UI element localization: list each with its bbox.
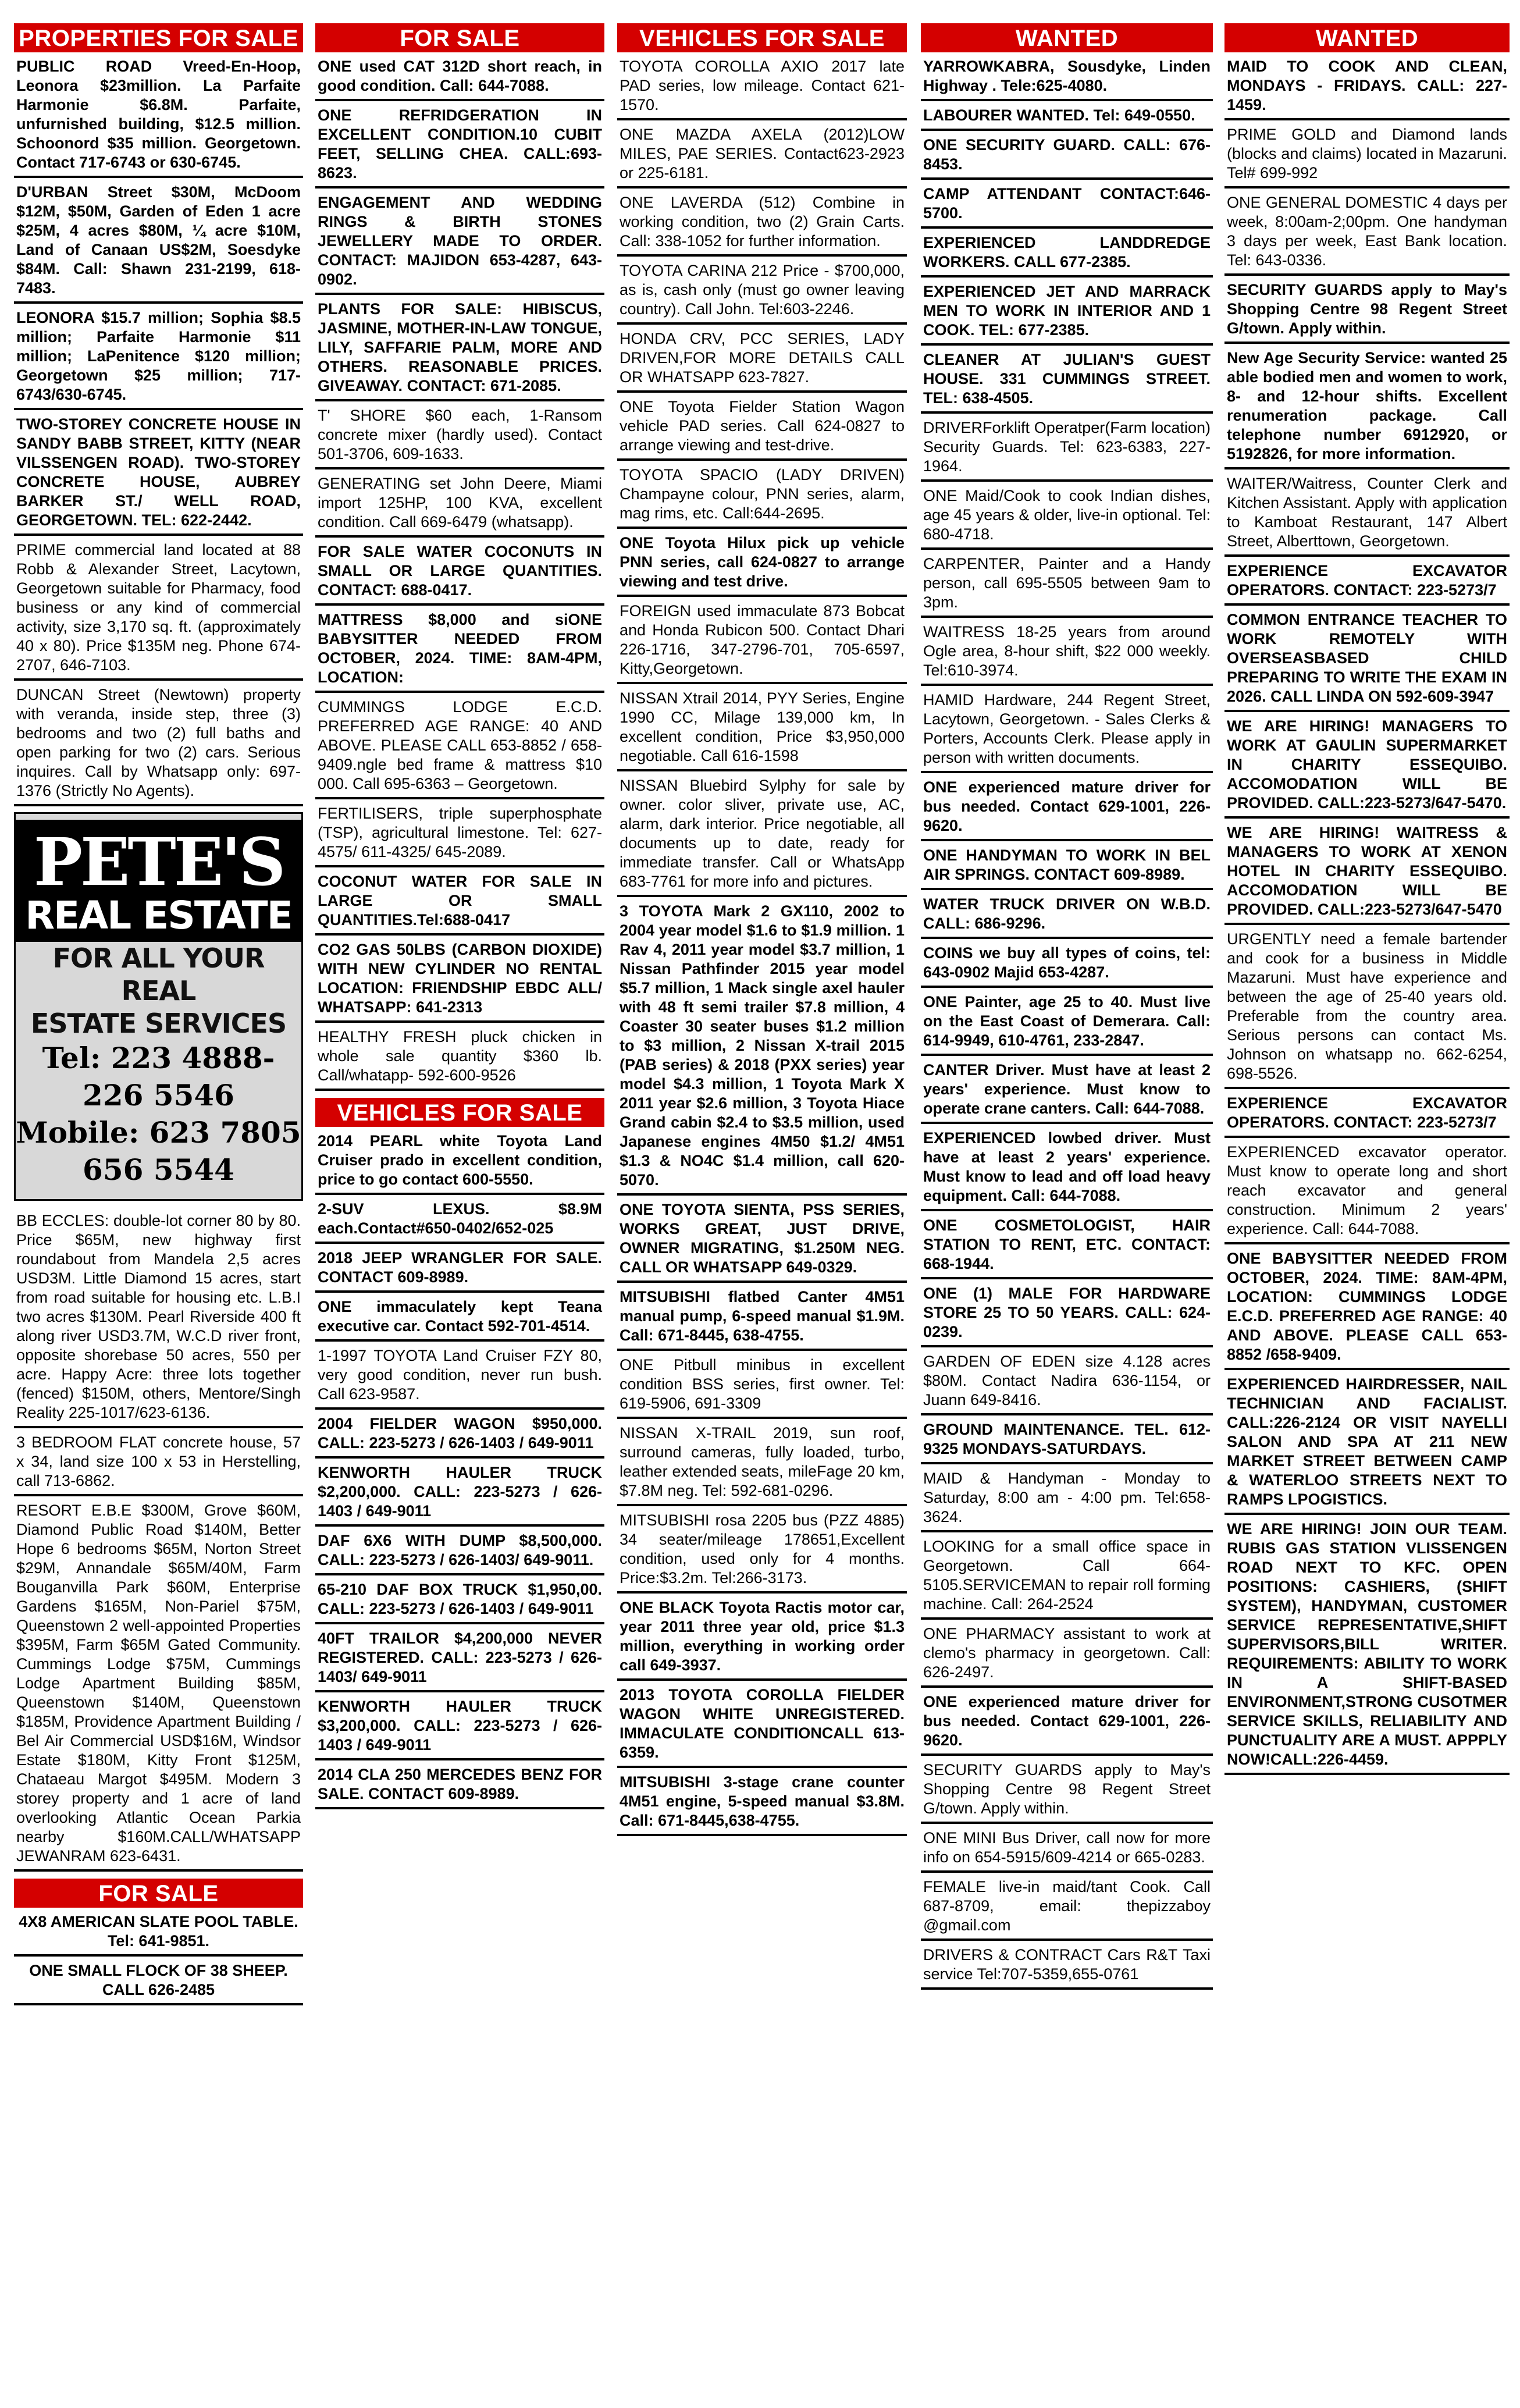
logo-tagline: FOR ALL YOUR REAL xyxy=(52,942,265,1006)
classified-ad: GENERATING set John Deere, Miami import 125HP, 100 KVA, excellent condition. Call 669-6479 (whatsapp). xyxy=(315,469,604,538)
column-wanted-1 xyxy=(921,23,1213,1990)
classified-ad: ONE HANDYMAN TO WORK IN BEL AIR SPRINGS. CONTACT 609-8989. xyxy=(921,841,1213,890)
classified-ad: ONE REFRIDGERATION IN EXCELLENT CONDITION.10 CUBIT FEET, SELLING CHEA. CALL:693-8623. xyxy=(315,101,604,188)
classified-ad: NISSAN Bluebird Sylphy for sale by owner. color sliver, private use, AC, alarm, dark interior. Price negotiable, all documents up to date, ready for immediate transfer. Call or WhatsApp 683-7761 for more info and pictures. xyxy=(617,771,907,897)
classified-ad: ONE BLACK Toyota Ractis motor car, year 2011 three year old, price $1.3 million, everything in working order call 649-3937. xyxy=(617,1594,907,1681)
classified-ad: PUBLIC ROAD Vreed-En-Hoop, Leonora $23million. La Parfaite Harmonie $6.8M. Parfaite, unfurnished building, $12.5 million. Schoonord $35 million. Georgetown. Contact 717-6743 or 630-6745. xyxy=(14,52,303,178)
classified-ad: NISSAN Xtrail 2014, PYY Series, Engine 1990 CC, Milage 139,000 km, In excellent condition, Price $3,950,000 negotiable. Call 616-1598 xyxy=(617,684,907,771)
logo-subtitle: REAL ESTATE xyxy=(25,893,292,938)
classified-ad: MATTRESS $8,000 and siONE BABYSITTER NEEDED FROM OCTOBER, 2024. TIME: 8AM-4PM, LOCATION: xyxy=(315,606,604,693)
classified-ad: PRIME GOLD and Diamond lands (blocks and claims) located in Mazaruni. Tel# 699-992 xyxy=(1224,120,1510,188)
logo-mark xyxy=(16,820,301,942)
classified-ad: ONE (1) MALE FOR HARDWARE STORE 25 TO 50 YEARS. CALL: 624-0239. xyxy=(921,1279,1213,1347)
classified-ad: EXPERIENCE EXCAVATOR OPERATORS. CONTACT: 223-5273/7 xyxy=(1224,557,1510,606)
classified-ad: MAID TO COOK AND CLEAN, MONDAYS - FRIDAYS. CALL: 227-1459. xyxy=(1224,52,1510,120)
classified-ad: ONE GENERAL DOMESTIC 4 days per week, 8:00am-2;00pm. One handyman 3 days per week, East Bank location. Tel: 643-0336. xyxy=(1224,188,1510,276)
classified-ad: ENGAGEMENT AND WEDDING RINGS & BIRTH STONES JEWELLERY MADE TO ORDER. CONTACT: MAJIDON 653-4287, 643-0902. xyxy=(315,188,604,295)
classified-ad: 2014 PEARL white Toyota Land Cruiser prado in excellent condition, price to go contact 600-5550. xyxy=(315,1127,604,1195)
classified-ad: CUMMINGS LODGE E.C.D. PREFERRED AGE RANGE: 40 AND ABOVE. PLEASE CALL 653-8852 / 658-9409.ngle bed frame & mattress $10 000. Call 695-6363 – Georgetown. xyxy=(315,693,604,799)
classified-ad: TOYOTA CARINA 212 Price - $700,000, as is, cash only (must go owner leaving country). Call John. Tel:603-2246. xyxy=(617,257,907,325)
classified-ad: TOYOTA SPACIO (LADY DRIVEN) Champayne colour, PNN series, alarm, mag rims, etc. Call:644-2695. xyxy=(617,461,907,529)
classified-ad: 2013 TOYOTA COROLLA FIELDER WAGON WHITE UNREGISTERED. IMMACULATE CONDITIONCALL 613-6359. xyxy=(617,1681,907,1768)
classified-ad: PLANTS FOR SALE: HIBISCUS, JASMINE, MOTHER-IN-LAW TONGUE, LILY, SAFFARIE PALM, MORE AND OTHERS. REASONABLE PRICES. GIVEAWAY. CONTACT: 671-2085. xyxy=(315,295,604,401)
classified-ad: ONE COSMETOLOGIST, HAIR STATION TO RENT, ETC. CONTACT: 668-1944. xyxy=(921,1211,1213,1279)
classified-ad: ONE Pitbull minibus in excellent condition BSS series, first owner. Tel: 619-5906, 691-3309 xyxy=(617,1351,907,1419)
classified-ad: WAITER/Waitress, Counter Clerk and Kitchen Assistant. Apply with application to Kamboat Restaurant, 147 Albert Street, Alberttown, Georgetown. xyxy=(1224,469,1510,557)
classified-ad: ONE experienced mature driver for bus needed. Contact 629-1001, 226-9620. xyxy=(921,1688,1213,1756)
section-header-properties: PROPERTIES FOR SALE xyxy=(14,23,303,52)
classified-ad: 65-210 DAF BOX TRUCK $1,950,00. CALL: 223-5273 / 626-1403 / 649-9011 xyxy=(315,1575,604,1624)
classified-ad: CANTER Driver. Must have at least 2 years' experience. Must know to operate crane canters. Call: 644-7088. xyxy=(921,1056,1213,1124)
classified-ad: RESORT E.B.E $300M, Grove $60M, Diamond Public Road $140M, Better Hope 6 bedrooms $65M, Norton Street $29M, Annandale $65M/40M, Farm Bouganvilla Park $60M, Enterprise Gardens $165M, Non-Pariel $75M, Queenstown 2 well-appointed Properties $395M, Farm $65M Gated Community. Cummings Lodge $75M, Cummings Lodge Apartment Building $85M, Queenstown $140M, Queenstown $185M, Providence Apartment Building / Bel Air Commercial USD$16M, Windsor Estate $180M, Kitty Front $125M, Chataeau Margot $495M. Modern 3 storey property and 1 acre of land overlooking Atlantic Ocean Parkia nearby $160M.CALL/WHATSAPP JEWANRAM 623-6431. xyxy=(14,1496,303,1872)
classified-ad: COCONUT WATER FOR SALE IN LARGE OR SMALL QUANTITIES.Tel:688-0417 xyxy=(315,867,604,936)
classified-ad: HEALTHY FRESH pluck chicken in whole sale quantity $360 lb. Call/whatapp- 592-600-9526 xyxy=(315,1023,604,1091)
classified-ad: 2018 JEEP WRANGLER FOR SALE. CONTACT 609-8989. xyxy=(315,1244,604,1293)
classified-ad: ONE PHARMACY assistant to work at clemo's pharmacy in georgetown. Call: 626-2497. xyxy=(921,1620,1213,1688)
logo-phone: 656 5544 xyxy=(83,1153,234,1187)
classified-ad: WE ARE HIRING! MANAGERS TO WORK AT GAULIN SUPERMARKET IN CHARITY ESSEQUIBO. ACCOMODATION WILL BE PROVIDED. CALL:223-5273/647-5470. xyxy=(1224,712,1510,819)
classified-ad: FOREIGN used immaculate 873 Bobcat and Honda Rubicon 500. Contact Dhari 226-1716, 347-2796-701, 705-6597, Kitty,Georgetown. xyxy=(617,597,907,684)
classified-ad: ONE SECURITY GUARD. CALL: 676-8453. xyxy=(921,131,1213,180)
classified-ad: ONE Toyota Fielder Station Wagon vehicle PAD series. Call 624-0827 to arrange viewing and test-drive. xyxy=(617,393,907,461)
classified-ad: EXPERIENCED excavator operator. Must know to operate long and short reach excavator and general construction. Minimum 2 years' experience. Call: 644-7088. xyxy=(1224,1138,1510,1244)
classified-ad: BB ECCLES: double-lot corner 80 by 80. Price $65M, new highway first roundabout from Mandela 2,5 acres USD3M. Little Diamond 15 acres, start from road suitable for housing etc. L.B.I two acres $130M. Pearl Riverside 400 ft along river USD3.7M, W.C.D river front, opposite shorebase 50 acres, 550 per acre. Happy Acre: three lots together (fenced) $150M, others, Mentore/Singh Reality 225-1017/623-6136. xyxy=(14,1207,303,1428)
classified-ad: SECURITY GUARDS apply to May's Shopping Centre 98 Regent Street G/town. Apply within. xyxy=(1224,276,1510,344)
classified-ad: ONE MINI Bus Driver, call now for more info on 654-5915/609-4214 or 665-0283. xyxy=(921,1824,1213,1873)
classified-ad: 2004 FIELDER WAGON $950,000. CALL: 223-5273 / 626-1403 / 649-9011 xyxy=(315,1410,604,1459)
section-header-wanted: WANTED xyxy=(1224,23,1510,52)
classified-ad: FEMALE live-in maid/tant Cook. Call 687-8709, email: thepizzaboy @gmail.com xyxy=(921,1873,1213,1941)
classified-ad: NISSAN X-TRAIL 2019, sun roof, surround cameras, fully loaded, turbo, leather extended seats, mileFage 20 km, $7.8M neg. Tel: 592-681-0296. xyxy=(617,1419,907,1506)
classified-ad: ONE MAZDA AXELA (2012)LOW MILES, PAE SERIES. Contact623-2923 or 225-6181. xyxy=(617,120,907,188)
classified-ad: CO2 GAS 50LBS (CARBON DIOXIDE) WITH NEW CYLINDER NO RENTAL LOCATION: FRIENDSHIP EBDC ALL/ WHATSAPP: 641-2313 xyxy=(315,936,604,1023)
section-header-for-sale: FOR SALE xyxy=(14,1879,303,1908)
logo-brand: PETE'S xyxy=(33,824,284,901)
classified-ad: FERTILISERS, triple superphosphate (TSP), agricultural limestone. Tel: 627-4575/ 611-4325/ 645-2089. xyxy=(315,799,604,867)
column-for-sale xyxy=(315,23,604,1809)
classified-ad: EXPERIENCED lowbed driver. Must have at least 2 years' experience. Must know to lead and off load heavy equipment. Call: 644-7088. xyxy=(921,1124,1213,1211)
classified-ad: DAF 6X6 WITH DUMP $8,500,000. CALL: 223-5273 / 626-1403/ 649-9011. xyxy=(315,1527,604,1575)
classified-ad: YARROWKABRA, Sousdyke, Linden Highway . Tele:625-4080. xyxy=(921,52,1213,101)
classified-ad: HONDA CRV, PCC SERIES, LADY DRIVEN,FOR MORE DETAILS CALL OR WHATSAPP 623-7827. xyxy=(617,325,907,393)
column-wanted-2 xyxy=(1224,23,1510,1775)
classified-ad: ONE LAVERDA (512) Combine in working condition, two (2) Grain Carts. Call: 338-1052 for further information. xyxy=(617,188,907,257)
classified-ad: LEONORA $15.7 million; Sophia $8.5 million; Parfaite Harmonie $11 million; LaPenitence $120 million; Georgetown $25 million; 717-6743/630-6745. xyxy=(14,304,303,410)
classified-ad: FOR SALE WATER COCONUTS IN SMALL OR LARGE QUANTITIES. CONTACT: 688-0417. xyxy=(315,538,604,606)
classified-ad: ONE Toyota Hilux pick up vehicle PNN series, call 624-0827 to arrange viewing and test drive. xyxy=(617,529,907,597)
logo-tagline: ESTATE SERVICES xyxy=(30,1008,287,1039)
classified-ad: URGENTLY need a female bartender and cook for a business in Middle Mazaruni. Must have experience and between the age of 25-40 years old. Preferable from the country area. Serious persons can contact Ms. Johnson on whatsapp no. 662-6254, 698-5526. xyxy=(1224,925,1510,1089)
classified-ad: WE ARE HIRING! JOIN OUR TEAM. RUBIS GAS STATION VLISSENGEN ROAD NEXT TO KFC. OPEN POSITIONS: CASHIERS, (SHIFT SYSTEM), HANDYMAN, CUSTOMER SERVICE REPRESENTATIVE,SHIFT SUPERVISORS,BILL WRITER. REQUIREMENTS: ABILITY TO WORK IN A SHIFT-BASED ENVIRONMENT,STRONG CUSOTMER SERVICE SKILLS, RELIABILITY AND PUNCTUALITY ARE A MUST. APPPLY NOW!CALL:226-4459. xyxy=(1224,1515,1510,1775)
classified-ad: COINS we buy all types of coins, tel: 643-0902 Majid 653-4287. xyxy=(921,939,1213,988)
classified-ad: KENWORTH HAULER TRUCK $2,200,000. CALL: 223-5273 / 626-1403 / 649-9011 xyxy=(315,1459,604,1527)
classified-ad: LABOURER WANTED. Tel: 649-0550. xyxy=(921,101,1213,131)
classified-ad: 40FT TRAILOR $4,200,000 NEVER REGISTERED. CALL: 223-5273 / 626-1403/ 649-9011 xyxy=(315,1624,604,1692)
classified-ad: T' SHORE $60 each, 1-Ransom concrete mixer (hardly used). Contact 501-3706, 609-1633. xyxy=(315,401,604,469)
classified-ad: EXPERIENCED HAIRDRESSER, NAIL TECHNICIAN AND FACIALIST. CALL:226-2124 OR VISIT NAYELLI SALON AND SPA AT 211 NEW MARKET STREET BETWEEN CAMP & WATERLOO STREETS NEXT TO RAMPS LPOGISTICS. xyxy=(1224,1370,1510,1515)
classified-ad: WATER TRUCK DRIVER ON W.B.D. CALL: 686-9296. xyxy=(921,890,1213,939)
logo-phone: Mobile: 623 7805 xyxy=(16,1115,301,1150)
classified-ad: PRIME commercial land located at 88 Robb & Alexander Street, Lacytown, Georgetown suitable for Pharmacy, food business or any kind of commercial activity, size 3,170 sq. ft. (approximately 40 x 80). Price $135M neg. Phone 674-2707, 646-7103. xyxy=(14,536,303,681)
section-header-vehicles: VEHICLES FOR SALE xyxy=(617,23,907,52)
classified-ad: ONE experienced mature driver for bus needed. Contact 629-1001, 226-9620. xyxy=(921,773,1213,841)
classified-ad: DRIVERS & CONTRACT Cars R&T Taxi service Tel:707-5359,655-0761 xyxy=(921,1941,1213,1990)
classified-ad: WE ARE HIRING! WAITRESS & MANAGERS TO WORK AT XENON HOTEL IN CHARITY ESSEQUIBO. ACCOMODATION WILL BE PROVIDED. CALL:223-5273/647-5470 xyxy=(1224,819,1510,925)
classified-ad: ONE immaculately kept Teana executive car. Contact 592-701-4514. xyxy=(315,1293,604,1342)
classified-ad: TOYOTA COROLLA AXIO 2017 late PAD series, low mileage. Contact 621-1570. xyxy=(617,52,907,120)
classified-ad: ONE used CAT 312D short reach, in good condition. Call: 644-7088. xyxy=(315,52,604,101)
classified-ad: EXPERIENCE EXCAVATOR OPERATORS. CONTACT: 223-5273/7 xyxy=(1224,1089,1510,1138)
classified-ad: 4X8 AMERICAN SLATE POOL TABLE. Tel: 641-9851. xyxy=(14,1908,303,1957)
classified-ad: MITSUBISHI flatbed Canter 4M51 manual pump, 6-speed manual $1.9M. Call: 671-8445, 638-4755. xyxy=(617,1283,907,1351)
logo-phone: Tel: 223 4888- xyxy=(42,1041,275,1075)
classified-ad: 2-SUV LEXUS. $8.9M each.Contact#650-0402/652-025 xyxy=(315,1195,604,1244)
classified-ad: EXPERIENCED JET AND MARRACK MEN TO WORK IN INTERIOR AND 1 COOK. TEL: 677-2385. xyxy=(921,278,1213,346)
petes-real-estate-logo xyxy=(14,812,303,1201)
classified-ad: GROUND MAINTENANCE. TEL. 612-9325 MONDAYS-SATURDAYS. xyxy=(921,1415,1213,1464)
classified-ad: 2014 CLA 250 MERCEDES BENZ FOR SALE. CONTACT 609-8989. xyxy=(315,1760,604,1809)
classified-ad: 3 BEDROOM FLAT concrete house, 57 x 34, land size 100 x 53 in Herstelling, call 713-6862. xyxy=(14,1428,303,1496)
column-properties xyxy=(14,23,303,2005)
classified-ad: KENWORTH HAULER TRUCK $3,200,000. CALL: 223-5273 / 626-1403 / 649-9011 xyxy=(315,1692,604,1760)
classified-ad: New Age Security Service: wanted 25 able bodied men and women to work, 8- and 12-hour shifts. Excellent renumeration package. Call telephone number 6912920, or 5192826, for more information. xyxy=(1224,344,1510,469)
classified-ad: 1-1997 TOYOTA Land Cruiser FZY 80, very good condition, never run bush. Call 623-9587. xyxy=(315,1342,604,1410)
classified-ad: ONE TOYOTA SIENTA, PSS SERIES, WORKS GREAT, JUST DRIVE, OWNER MIGRATING, $1.250M NEG. CALL OR WHATSAPP 649-0329. xyxy=(617,1196,907,1283)
classified-ad: 3 TOYOTA Mark 2 GX110, 2002 to 2004 year model $1.6 to $1.9 million. 1 Rav 4, 2011 year model $3.7 million, 1 Nissan Pathfinder 2015 year model $5.7 million, 1 Mack single axel hauler with 48 ft semi trailer $7.8 million, 4 Coaster 30 seater buses $1.2 million to $3 million, 2 Nissan X-trail 2015 (PAB series) & 2018 (PXX series) year model $4.3 million, 1 Toyota Mark X 2011 year $2.6 million, 3 Toyota Hiace Grand cabin $2.4 to $3.5 million, used Japanese engines 4M50 $1.2/ 4M51 $1.3 & NO4C $1.4 million, call 620-5070. xyxy=(617,897,907,1196)
classified-ad: MAID & Handyman - Monday to Saturday, 8:00 am - 4:00 pm. Tel:658-3624. xyxy=(921,1464,1213,1532)
classified-ad: ONE BABYSITTER NEEDED FROM OCTOBER, 2024. TIME: 8AM-4PM, LOCATION: CUMMINGS LODGE E.C.D. PREFERRED AGE RANGE: 40 AND ABOVE. PLEASE CALL 653-8852 /658-9409. xyxy=(1224,1244,1510,1370)
classified-ad: CARPENTER, Painter and a Handy person, call 695-5505 between 9am to 3pm. xyxy=(921,550,1213,618)
classified-ad: MITSUBISHI rosa 2205 bus (PZZ 4885) 34 seater/mileage 178651,Excellent condition, used only for 4 months. Price:$3.2m. Tel:266-3173. xyxy=(617,1506,907,1594)
logo-phone: 226 5546 xyxy=(83,1078,234,1112)
classified-ad: LOOKING for a small office space in Georgetown. Call 664-5105.SERVICEMAN to repair roll forming machine. Call: 264-2524 xyxy=(921,1532,1213,1620)
section-header-wanted: WANTED xyxy=(921,23,1213,52)
classified-ad: SECURITY GUARDS apply to May's Shopping Centre 98 Regent Street G/town. Apply within. xyxy=(921,1756,1213,1824)
classified-ad: COMMON ENTRANCE TEACHER TO WORK REMOTELY WITH OVERSEASBASED CHILD PREPARING TO WRITE THE EXAM IN 2026. CALL LINDA ON 592-609-3947 xyxy=(1224,606,1510,712)
classified-ad: ONE Painter, age 25 to 40. Must live on the East Coast of Demerara. Call: 614-9949, 610-4761, 233-2847. xyxy=(921,988,1213,1056)
column-vehicles xyxy=(617,23,907,1836)
classified-ad: ONE Maid/Cook to cook Indian dishes, age 45 years & older, live-in optional. Tel: 680-4718. xyxy=(921,482,1213,550)
classified-ad: ONE SMALL FLOCK OF 38 SHEEP. CALL 626-2485 xyxy=(14,1957,303,2005)
classified-ad: MITSUBISHI 3-stage crane counter 4M51 engine, 5-speed manual $3.8M. Call: 671-8445,638-4755. xyxy=(617,1768,907,1836)
classified-ad: TWO-STOREY CONCRETE HOUSE IN SANDY BABB STREET, KITTY (NEAR VILSSENGEN ROAD). TWO-STOREY CONCRETE HOUSE, AUBREY BARKER ST./ WELL ROAD, GEORGETOWN. TEL: 622-2442. xyxy=(14,410,303,536)
classified-ad: D'URBAN Street $30M, McDoom $12M, $50M, Garden of Eden 1 acre $25M, 4 acres $80M, ¼ acre $10M, Land of Canaan US$2M, Soesdyke $84M. Call: Shawn 231-2199, 618-7483. xyxy=(14,178,303,304)
classified-ad: DRIVERForklift Operatper(Farm location) Security Guards. Tel: 623-6383, 227-1964. xyxy=(921,414,1213,482)
classified-ad: HAMID Hardware, 244 Regent Street, Lacytown, Georgetown. - Sales Clerks & Porters, Accounts Clerk. Please apply in person with written documents. xyxy=(921,686,1213,773)
classified-ad: CAMP ATTENDANT CONTACT:646-5700. xyxy=(921,180,1213,229)
classified-ad: CLEANER AT JULIAN'S GUEST HOUSE. 331 CUMMINGS STREET. TEL: 638-4505. xyxy=(921,346,1213,414)
classified-ad: GARDEN OF EDEN size 4.128 acres $80M. Contact Nadira 636-1154, or Juann 649-8416. xyxy=(921,1347,1213,1415)
classified-ad: EXPERIENCED LANDDREDGE WORKERS. CALL 677-2385. xyxy=(921,229,1213,278)
classified-ad: DUNCAN Street (Newtown) property with veranda, inside step, three (3) bedrooms and two (2) full baths and open parking for two (2) cars. Serious inquires. Call by Whatsapp only: 697-1376 (Strictly No Agents). xyxy=(14,681,303,806)
classified-ad: WAITRESS 18-25 years from around Ogle area, 8-hour shift, $22 000 weekly. Tel:610-3974. xyxy=(921,618,1213,686)
section-header-for-sale: FOR SALE xyxy=(315,23,604,52)
section-header-vehicles: VEHICLES FOR SALE xyxy=(315,1098,604,1127)
